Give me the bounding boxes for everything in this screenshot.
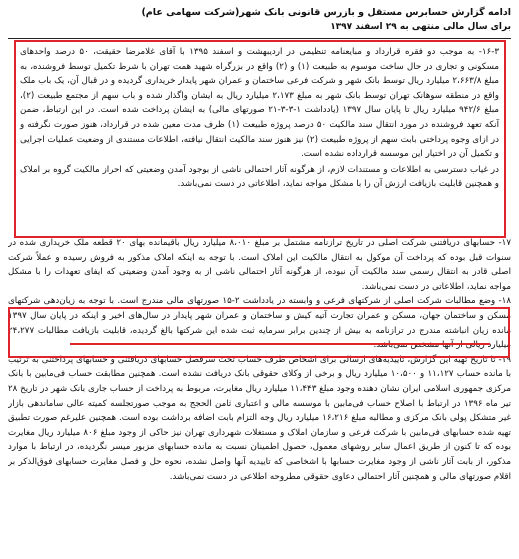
paragraph-16-3: ۱۶-۳- به موجب دو فقره قرارداد و مبایعنامه تنظیمی در اردیبهشت و اسفند ۱۳۹۵ با آقای غلامرضا حقیقت، ۵۰ درصد واحدهای مسکونی و تجاری در حال ساخت موسوم به طبیعت (۱) و (۲) واقع در بزرگراه شهید همت تهران با شرط تکمیل توسط فروشنده، به مبلغ ۲،۶۶۳/۸ میلیارد ریال توسط بانک شهر و شرکت فرعی ساختمان و عمران شهر پایدار خریداری گردیده و در قبال آن، یک باب ملک واقع در منطقه سوهانک تهران توسط بانک شهر به مبلغ ۲،۱۷۳ میلیارد ریال به ایشان واگذار شده و باب سهم از مجتمع طبیعت (۲)، مبلغ ۹۴۲/۶ میلیارد ریال تا پایان سال ۱۳۹۷ (یادداشت ۱-۳-۳-۲۱ صورتهای مالی) به ایشان پرداخت شده است. در این ارتباط، ضمن آنکه تعهد فروشنده در مورد انتقال سند مالکیت ۵۰ درصد پروژه طبیعت (۱) ظرف مدت معین شده در قرارداد، هنوز صورت نگرفته و در ازای وجوه پرداختی بابت سهم از پروژه طبیعت (۲) نیز هنوز سند مالکیت انتقال نیافته، اطلاعات مستندی از وضعیت عملیات اجرایی و تکمیل آن در اختیار این موسسه قرارداده نشده است. — [20, 47, 500, 160]
section-16-3 — [8, 41, 511, 236]
paragraph-17: ۱۷- حسابهای دریافتنی شرکت اصلی در تاریخ ترازنامه مشتمل بر مبلغ ۸،۰۱۰ میلیارد ریال باقیمانده بهای ۲۰ قطعه ملک خریداری شده در سنوات قبل بوده که پرداخت آن موکول به انتقال مالکیت این املاک است. با توجه به اینکه املاک مذکور به فروش رسیده و عملاً شرکت اصلی قادر به انتقال رسمی سند مالکیت آن نبوده، از هرگونه آثار احتمالی ناشی از به وجود آمدن وضعیتی که ایفای تعهدات را با مشکل مواجه نماید، اطلاعاتی در دست نمی‌باشد. — [8, 238, 511, 292]
paragraph-16-3-conclusion: در غیاب دسترسی به اطلاعات و مستندات لازم، از هرگونه آثار احتمالی ناشی از بوجود آمدن وضعیتی که احراز مالکیت گروه بر املاک و همچنین قابلیت بازیافت ارزش آن را با مشکل مواجه نماید، اطلاعاتی در دست نمی‌باشد. — [20, 164, 499, 190]
report-header — [8, 5, 511, 39]
remaining-sections — [8, 236, 511, 484]
paragraph-19: ۱۹- تا تاریخ تهیه این گزارش، تاییدیه‌های ارسالی برای اشخاص طرف حساب تحت سرفصل حسابهای دریافتنی و حسابهای پرداختنی به ترتیب با مانده حساب ۱۱،۱۲۷ و ۱۰،۵۰۰ میلیارد ریال و برخی از وکلای حقوقی بانک دریافت نشده است. همچنین مطابقت حساب فی‌مابین با بانک مرکزی جمهوری اسلامی ایران نشان دهنده وجود مبلغ ۱۱،۴۴۳ میلیارد ریال مغایرت، مربوط به پرداخت از حساب جاری بانک شهر در تاریخ ۲۸ تیر ماه ۱۳۹۶ در ارتباط با اصلاح حساب فی‌مابین با موسسه مالی و اعتباری ثامن الحجج به موجب صورتجلسه کمیته عالی ساماندهی بازار غیر متشکل پولی بانک مرکزی و مطالبه مبلغ ۱۶،۲۱۶ میلیارد ریال وجه التزام بابت اضافه برداشت بوده است. همچنین علیرغم صورت تطبیق تهیه شده حسابهای فی‌مابین با شرکت فرعی و سازمان املاک و مستغلات شهرداری تهران نیز حاکی از وجود مبلغ ۸۰۶ میلیارد ریال مغایرت بوده که تا کنون از طریق اعمال سایر روشهای معمول، حصول اطمینان نسبت به مانده حسابهای مزبور میسر نگردیده، در ارتباط با موارد مذکور، از بابت آثار ناشی از وجود مغایرت حسابها با اشخاصی که تاییدیه آنها واصل نشده، نحوه حل و فصل مغایرت حسابهای فوق‌الذکر بر اقلام صورتهای مالی و همچنین آثار احتمالی دعاوی حقوقی مطروحه اطلاعی در دست نمی‌باشد. — [8, 354, 511, 482]
report-title: ادامه گزارش حسابرس مستقل و بازرس قانونی بانک شهر(شرکت سهامی عام) — [141, 7, 511, 18]
report-period: برای سال مالی منتهی به ۲۹ اسفند ۱۳۹۷ — [330, 22, 511, 32]
paragraph-18: ۱۸- وضع مطالبات شرکت اصلی از شرکتهای فرعی و وابسته در یادداشت ۲-۱۵ صورتهای مالی مندرج است. با توجه به زیان‌دهی شرکتهای مسکن و ساختمان جهان، مسکن و عمران تجارت آتیه کیش و ساختمان و عمران شهر پایدار در سال‌های اخیر و اینکه در پایان سال ۱۳۹۷ مانده زیان انباشته مندرج در ترازنامه به بیش از چندین برابر سرمایه ثبت شده این شرکتها بالغ گردیده، قابلیت بازیافت مطالبات ۲۴،۲۷۷ میلیارد ریالی از آنها مشخص نمی‌باشد. — [8, 296, 511, 351]
